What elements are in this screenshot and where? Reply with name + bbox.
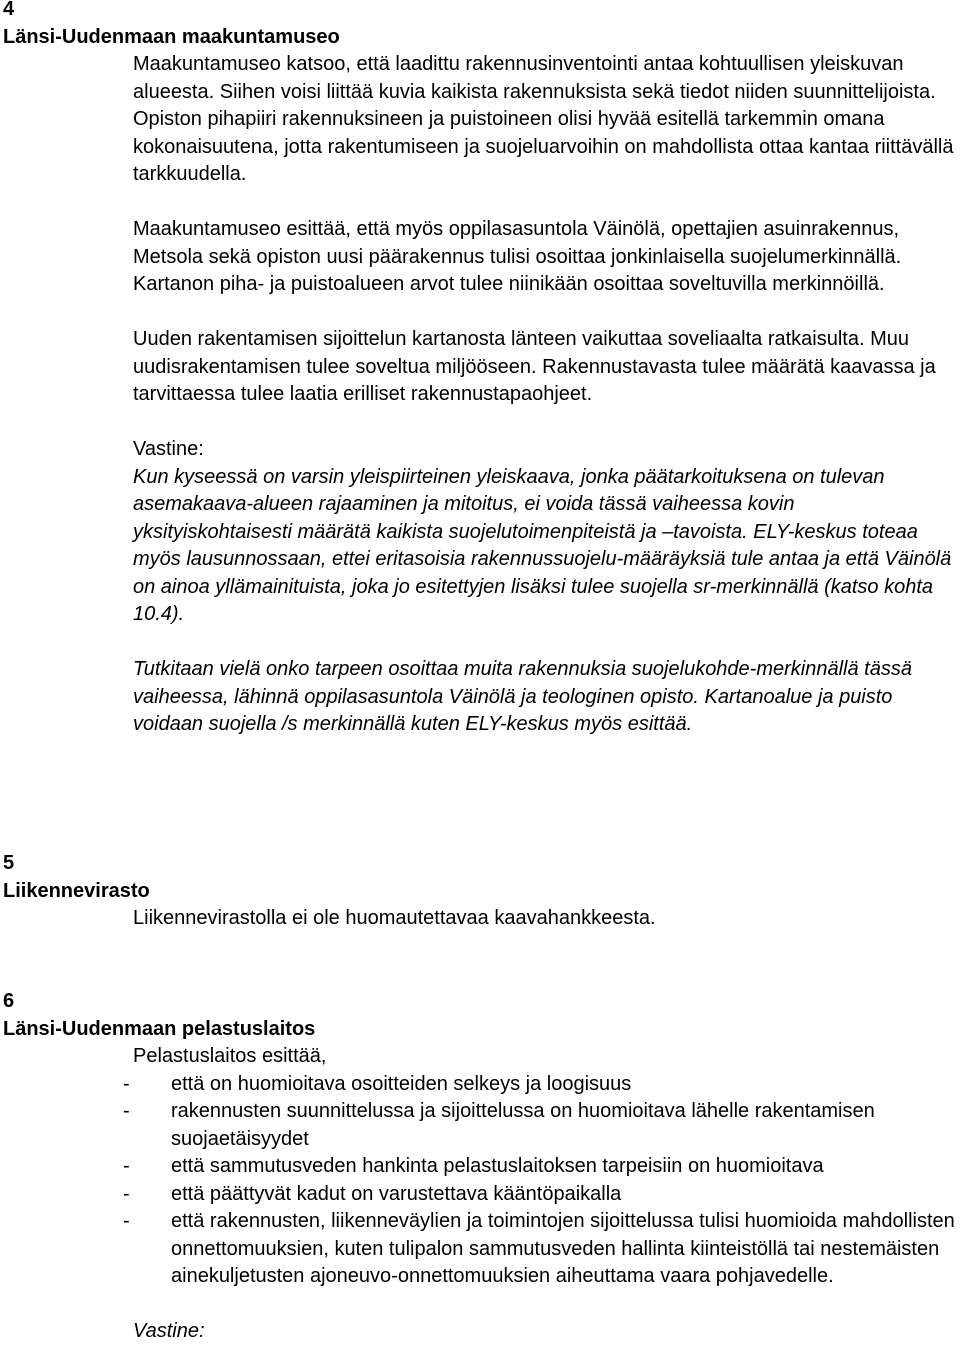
paragraph: Uuden rakentamisen sijoittelun kartanosta länteen vaikuttaa soveliaalta ratkaisulta. Muu uudisrakentamisen tulee soveltua miljööseen. Rakennustavasta tulee määrätä kaavassa ja tarvittaessa tulee laatia erilliset rakennustapaohjeet. (133, 328, 936, 405)
section-title: Länsi-Uudenmaan pelastuslaitos (3, 1017, 316, 1040)
section-body (123, 1043, 957, 1346)
bullet-marker: - (123, 1182, 130, 1205)
list-item-text: että on huomioitava osoitteiden selkeys ja loogisuus (171, 1072, 632, 1095)
paragraph: Liikennevirastolla ei ole huomautettavaa kaavahankkeesta. (133, 907, 656, 929)
reply-label: Vastine: (133, 438, 204, 460)
section-number: 5 (3, 852, 15, 874)
section-4 (3, 0, 960, 739)
section-number: 4 (3, 0, 15, 20)
bullet-marker: - (123, 1100, 130, 1122)
bullet-marker: - (123, 1210, 130, 1232)
section-5 (3, 850, 960, 933)
section-body (133, 905, 957, 933)
reply-paragraph: Tutkitaan vielä onko tarpeen osoittaa muita rakennuksia suojelukohde-merkinnällä tässä vaiheessa, lähinnä oppilasasuntola Väinölä ja teologinen opisto. Kartanoalue ja puisto voidaan suojella /s merkinnällä kuten ELY-keskus myös esittää. (133, 658, 912, 735)
list-item-text: että rakennusten, liikenneväylien ja toimintojen sijoittelussa tulisi huomioida mahdollisten onnettomuuksien, kuten tulipalon sammutusveden hallinta kiinteistöllä tai nestemäisten ainekuljetusten ajoneuvo-onnettomuuksien aiheuttama vaara pohjavedelle. (171, 1210, 955, 1287)
section-number: 6 (3, 990, 15, 1012)
paragraph: Maakuntamuseo esittää, että myös oppilasasuntola Väinölä, opettajien asuinrakennus, Metsola sekä opiston uusi päärakennus tulisi osoittaa jonkinlaisella suojelumerkinnällä. Kartanon piha- ja puistoalueen arvot tulee niinikään osoittaa soveltuvilla merkinnöillä. (133, 218, 902, 295)
bullet-marker: - (123, 1072, 130, 1095)
list-item (123, 1181, 957, 1209)
list-item (123, 1208, 957, 1291)
bullet-list (123, 1071, 957, 1291)
reply-label: Vastine: (133, 1320, 205, 1342)
bullet-marker: - (123, 1155, 130, 1177)
section-title: Liikennevirasto (3, 879, 150, 902)
list-item (123, 1098, 957, 1153)
list-item (123, 1153, 957, 1181)
intro-text: Pelastuslaitos esittää, (133, 1045, 327, 1067)
list-item-text: rakennusten suunnittelussa ja sijoittelussa on huomioitava lähelle rakentamisen suojaetäisyydet (171, 1100, 875, 1150)
section-6 (3, 988, 960, 1346)
section-body (133, 51, 957, 739)
section-title: Länsi-Uudenmaan maakuntamuseo (3, 25, 340, 48)
list-item (123, 1071, 957, 1099)
list-item-text: että sammutusveden hankinta pelastuslaitoksen tarpeisiin on huomioitava (171, 1155, 824, 1177)
reply-paragraph: Kun kyseessä on varsin yleispiirteinen yleiskaava, jonka päätarkoituksena on tulevan asemakaava-alueen rajaaminen ja mitoitus, ei voida tässä vaiheessa kovin yksityiskohtaisesti määrätä kaikista suojelutoimenpiteistä ja –tavoista. ELY-keskus toteaa myös lausunnossaan, ettei eritasoisia rakennussuojelu-määräyksiä tule antaa ja että Väinölä on ainoa yllämainituista, joka jo esitettyjen lisäksi tulee suojella sr-merkinnällä (katso kohta 10.4). (133, 465, 952, 625)
paragraph: Maakuntamuseo katsoo, että laadittu rakennusinventointi antaa kohtuullisen yleiskuvan alueesta. Siihen voisi liittää kuvia kaikista rakennuksista sekä tiedot niiden suunnittelijoista. Opiston pihapiiri rakennuksineen ja puistoineen olisi hyvää esitellä tarkemmin omana kokonaisuutena, jotta rakentumiseen ja suojeluarvoihin on mahdollista ottaa kantaa riittävällä tarkkuudella. (133, 53, 954, 185)
list-item-text: että päättyvät kadut on varustettava kääntöpaikalla (171, 1182, 622, 1205)
